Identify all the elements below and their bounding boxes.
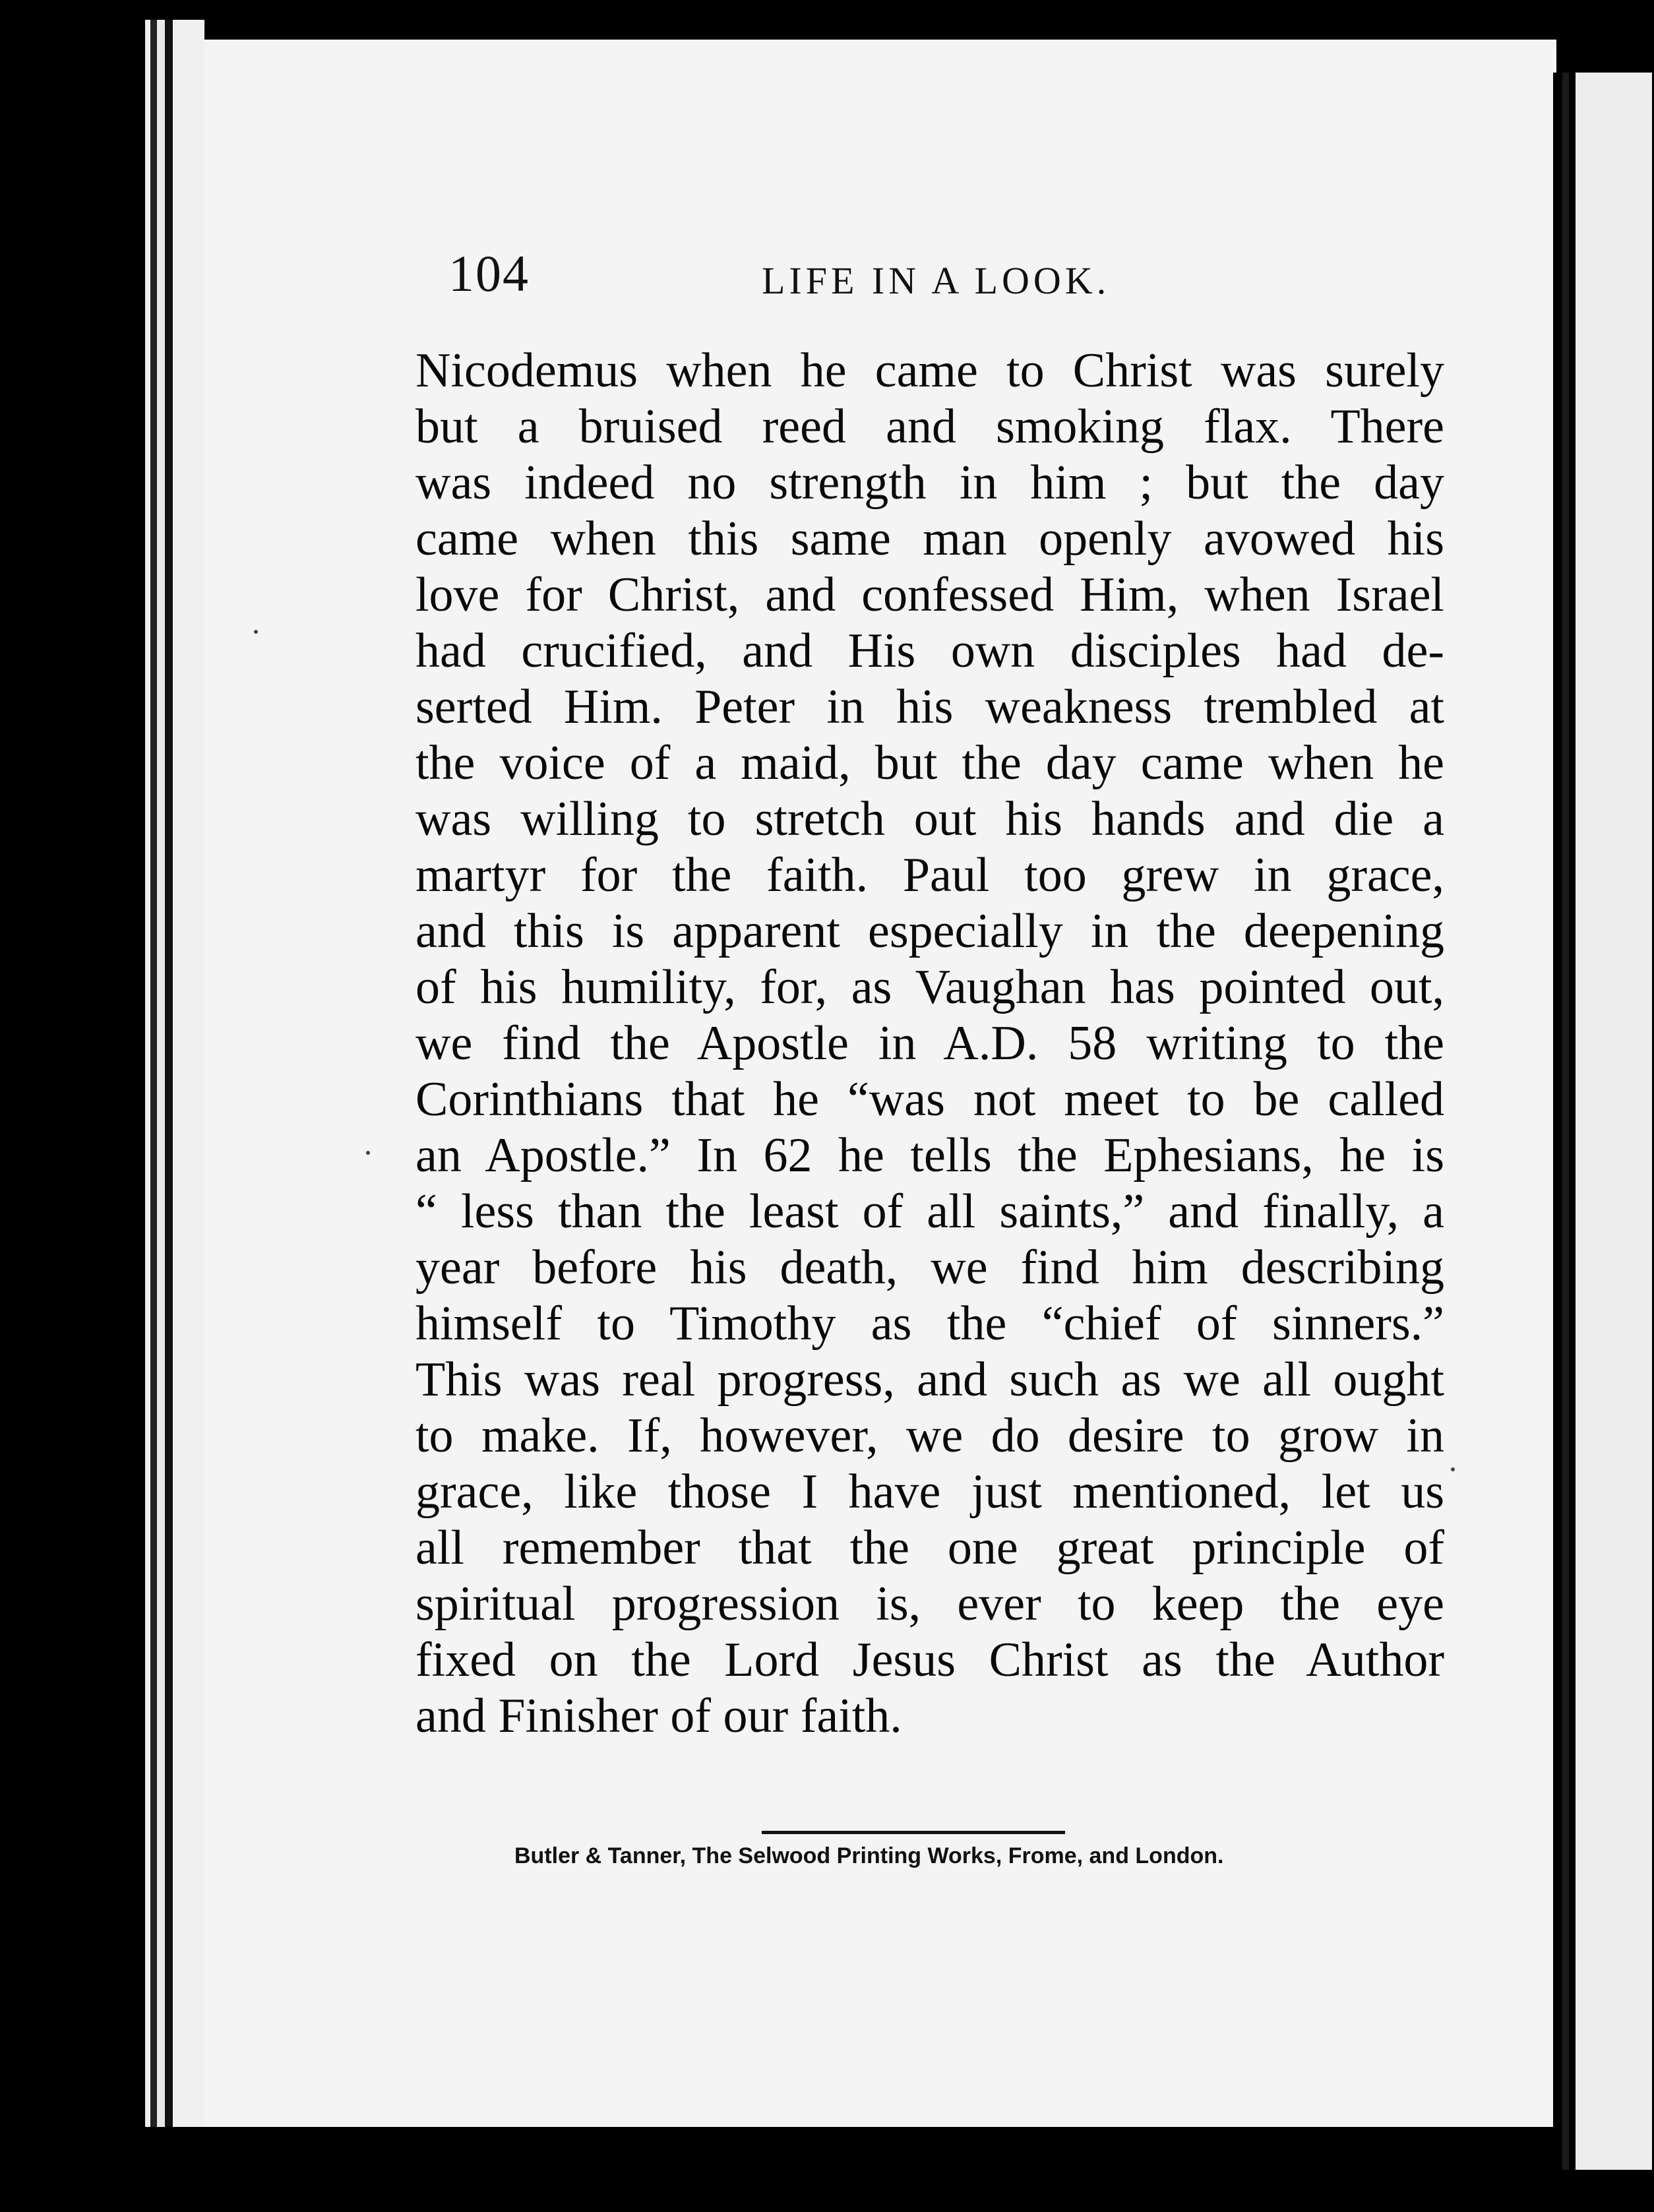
text-line: Corinthians that he “was not meet to be called xyxy=(415,1072,1444,1126)
text-line: grace, like those I have just mentioned, let us xyxy=(415,1465,1444,1519)
scan-speck xyxy=(254,630,258,634)
text-line: we find the Apostle in A.D. 58 writing to the xyxy=(415,1016,1444,1070)
facing-page-edge xyxy=(1553,73,1652,2170)
text-line: Nicodemus when he came to Christ was surely xyxy=(415,344,1444,398)
text-line: and this is apparent especially in the deepening xyxy=(415,904,1444,958)
running-title: LIFE IN A LOOK. xyxy=(762,259,1111,302)
bottom-page-edge xyxy=(99,2127,1556,2212)
text-line: love for Christ, and confessed Him, when Israel xyxy=(415,568,1444,622)
text-line: and Finisher of our faith. xyxy=(415,1689,902,1743)
text-line: himself to Timothy as the “chief of sinners.” xyxy=(415,1297,1444,1351)
text-line: fixed on the Lord Jesus Christ as the Author xyxy=(415,1633,1444,1687)
text-line: serted Him. Peter in his weakness trembled at xyxy=(415,680,1444,734)
body-text xyxy=(415,343,1444,1744)
text-line: “ less than the least of all saints,” and finally, a xyxy=(415,1184,1444,1239)
footer-rule xyxy=(762,1831,1065,1834)
text-line: martyr for the faith. Paul too grew in grace, xyxy=(415,848,1444,902)
text-line: but a bruised reed and smoking flax. There xyxy=(415,400,1444,454)
text-line: came when this same man openly avowed his xyxy=(415,512,1444,566)
page-header xyxy=(448,244,1451,317)
scan-speck xyxy=(1451,1467,1455,1471)
text-line: all remember that the one great principle of xyxy=(415,1521,1444,1575)
text-line: spiritual progression is, ever to keep the eye xyxy=(415,1577,1444,1631)
text-line: to make. If, however, we do desire to grow in xyxy=(415,1409,1444,1463)
text-line: was willing to stretch out his hands and die a xyxy=(415,792,1444,846)
text-line: of his humility, for, as Vaughan has pointed out, xyxy=(415,960,1444,1014)
text-line: This was real progress, and such as we all ought xyxy=(415,1353,1444,1407)
printer-imprint: Butler & Tanner, The Selwood Printing Works, Frome, and London. xyxy=(514,1843,1224,1868)
text-line: the voice of a maid, but the day came when he xyxy=(415,736,1444,790)
text-line: an Apostle.” In 62 he tells the Ephesians, he is xyxy=(415,1128,1444,1183)
text-line: was indeed no strength in him ; but the day xyxy=(415,456,1444,510)
text-line: year before his death, we find him describing xyxy=(415,1241,1444,1295)
text-line: had crucified, and His own disciples had de- xyxy=(415,624,1444,678)
scan-speck xyxy=(366,1151,370,1155)
book-binding-edge xyxy=(99,20,204,2196)
page-number: 104 xyxy=(448,245,530,302)
